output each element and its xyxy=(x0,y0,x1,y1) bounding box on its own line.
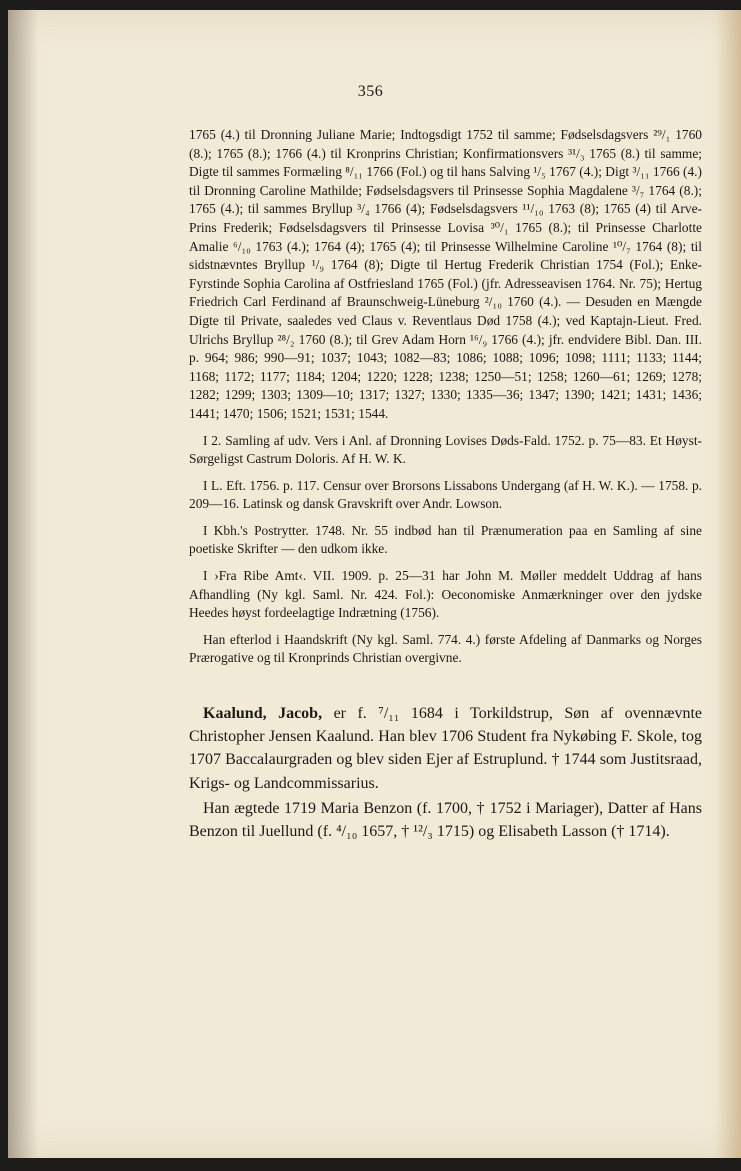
biography-entry xyxy=(189,702,702,843)
entry-first-paragraph xyxy=(189,702,702,795)
ribe-amt-paragraph: I ›Fra Ribe Amt‹. VII. 1909. p. 25—31 har John M. Møller meddelt Uddrag af hans Afhandling (Ny kgl. Saml. Nr. 424. Fol.): Oeconomiske Anmærkninger over den jydske Heedes høyst fordeelagtige Indrætning (1756). xyxy=(189,568,702,621)
list-of-poems-paragraph: 1765 (4.) til Dronning Juliane Marie; Indtogsdigt 1752 til samme; Fødselsdagsvers ²⁹/₁ 1760 (8.); 1765 (8.); 1766 (4.) til Kronprins Christian; Konfirmationsvers ³¹/₃ 1765 (8.) til samme; Digte til sammes Formæling ⁸/₁₁ 1766 (Fol.) og til hans Salving ¹/₅ 1767 (4.); Digt ³/₁₁ 1766 (4.) til Dronning Caroline Mathilde; Fødselsdagsvers til Prinsesse Sophia Magdalene ³/₇ 1764 (8.); 1765 (4.); til sammes Bryllup ³/₄ 1766 (4); Fødselsdagsvers ¹¹/₁₀ 1763 (8); 1765 (4) til Arve-Prins Frederik; Fødselsdagsvers til Prinsesse Lovisa ³⁰/₁ 1765 (8.); til Prinsesse Charlotte Amalie ⁶/₁₀ 1763 (4.); 1764 (4); 1765 (4); til Prinsesse Wilhelmine Caroline ¹⁰/₇ 1764 (8); til sidstnævntes Bryllup ¹/₉ 1764 (8); Digte til Hertug Frederik Christian 1754 (Fol.); Enke-Fyrstinde Sophia Carolina af Ostfriesland 1765 (Fol.) (jfr. Adresseavisen 1764. Nr. 75); Hertug Friedrich Carl Ferdinand af Braunschweig-Lüneburg ²/₁₀ 1760 (4.). — Desuden en Mængde Digte til Private, saaledes ved Claus v. Reventlaus Død 1758 (4.); ved Kaptajn-Lieut. Fred. Ulrichs Bryllup ²⁸/₂ 1760 (8.); til Grev Adam Horn ¹⁶/₉ 1766 (4.); jfr. endvidere Bibl. Dan. III. p. 964; 986; 990—91; 1037; 1043; 1082—83; 1086; 1088; 1096; 1098; 1111; 1133; 1144; 1168; 1172; 1177; 1184; 1204; 1220; 1228; 1238; 1250—51; 1258; 1260—61; 1269; 1278; 1282; 1299; 1303; 1309—10; 1317; 1327; 1330; 1335—36; 1347; 1390; 1421; 1431; 1436; 1441; 1470; 1506; 1521; 1531; 1544. xyxy=(189,127,702,421)
samling-paragraph: I 2. Samling af udv. Vers i Anl. af Dronning Lovises Døds-Fald. 1752. p. 75—83. Et Høyst-Sørgeligst Castrum Doloris. Af H. W. K. xyxy=(189,432,702,467)
page-number: 356 xyxy=(357,83,384,100)
page-gutter-shadow xyxy=(8,10,38,1158)
haandskrift-paragraph: Han efterlod i Haandskrift (Ny kgl. Saml. 774. 4.) første Afdeling af Danmarks og Norges Prærogative og til Kronprinds Christian overgivne. xyxy=(189,631,702,666)
entry-first-paragraph-text: er f. ⁷/₁₁ 1684 i Torkildstrup, Søn af ovennævnte Christopher Jensen Kaalund. Han blev 1706 Student fra Nykøbing F. Skole, tog 1707 Baccalaurgraden og blev siden Ejer af Estruplund. † 1744 som Justitsraad, Krigs- og Landcommissarius. xyxy=(189,705,703,792)
postrytter-paragraph: I Kbh.'s Postrytter. 1748. Nr. 55 indbød han til Prænumeration paa en Samling af sine poetiske Skrifter — den udkom ikke. xyxy=(189,522,702,557)
page-body xyxy=(189,126,702,843)
entry-second-paragraph: Han ægtede 1719 Maria Benzon (f. 1700, † 1752 i Mariager), Datter af Hans Benzon til Juellund (f. ⁴/₁₀ 1657, † ¹²/₃ 1715) og Elisabeth Lasson († 1714). xyxy=(189,799,702,841)
entry-name: Kaalund, Jacob, xyxy=(203,705,323,723)
censur-paragraph: I L. Eft. 1756. p. 117. Censur over Brorsons Lissabons Undergang (af H. W. K.). — 1758. p. 209—16. Latinsk og dansk Gravskrift over Andr. Lowson. xyxy=(189,477,702,512)
small-print-section xyxy=(189,126,702,668)
page-edge-discoloration xyxy=(715,10,741,1158)
